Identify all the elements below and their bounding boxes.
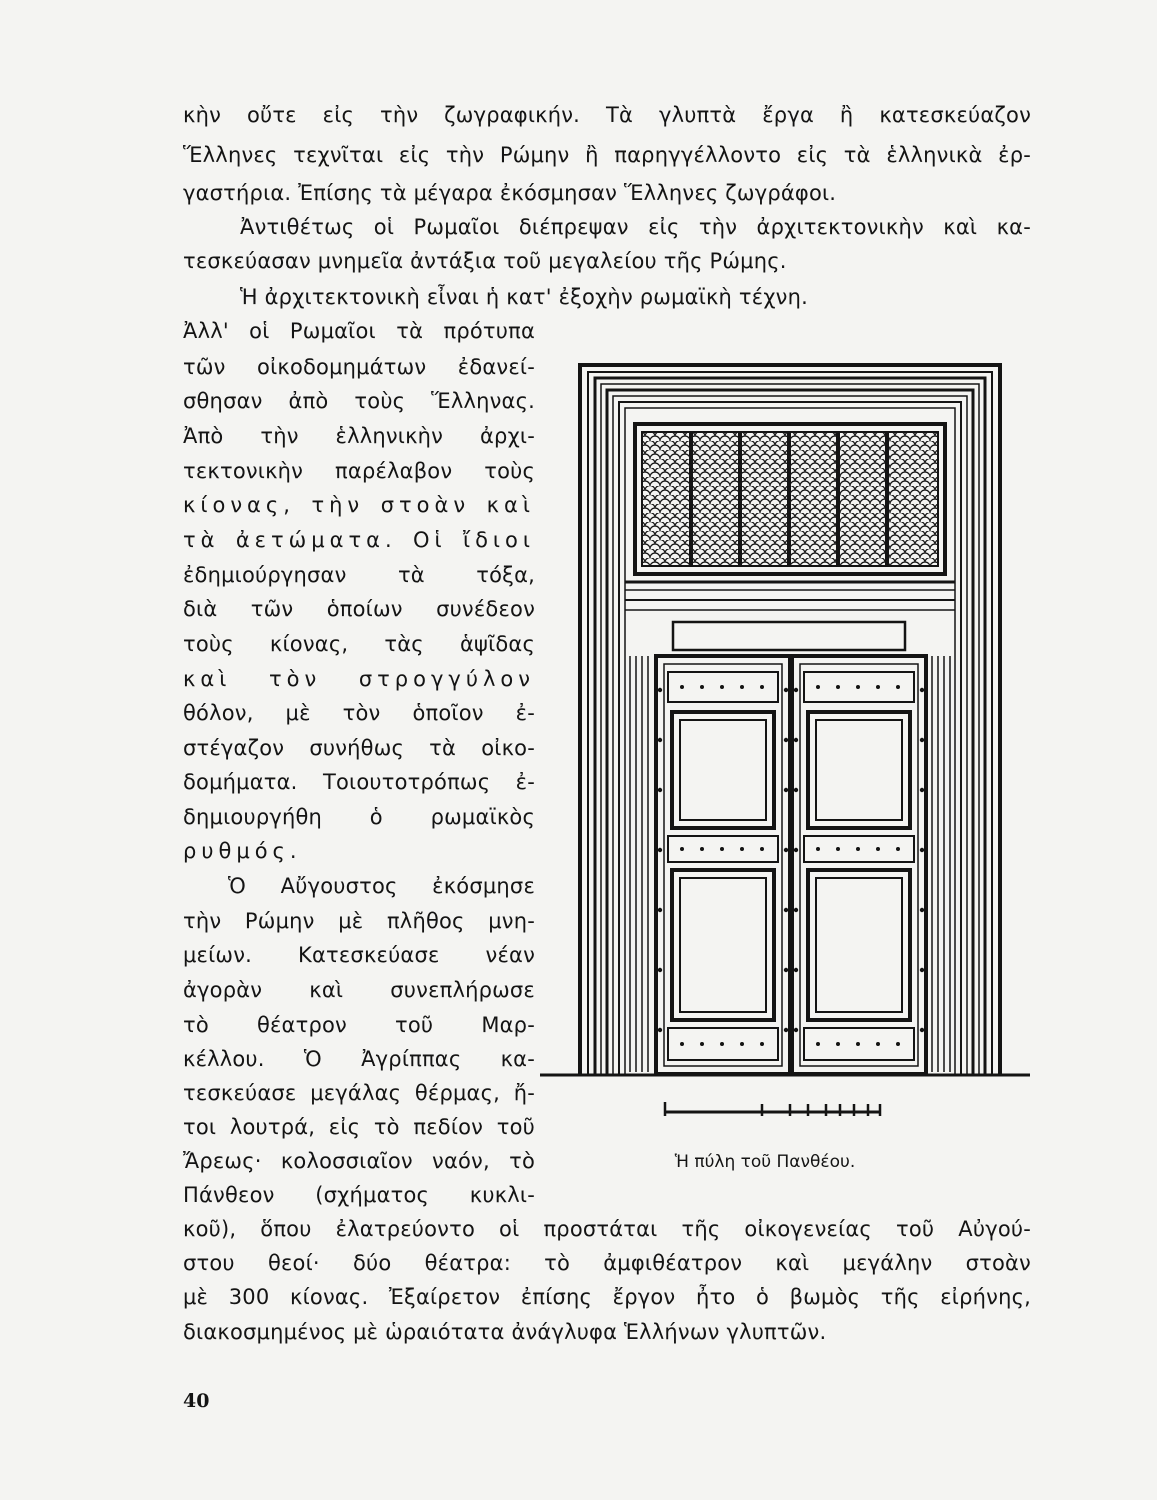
figure-caption: Ἡ πύλη τοῦ Πανθέου. [674,1152,856,1172]
text-line: ἐδημιούργησαν τὰ τόξα, [183,563,535,587]
text-line: Ἕλληνες τεχνῖται εἰς τὴν Ρώμην ἢ παρηγγέλλοντο εἰς τὰ ἑλληνικὰ ἐρ- [183,143,1031,167]
text-line: Ἡ ἀρχιτεκτονικὴ εἶναι ἡ κατ' ἐξοχὴν ρωμαϊκὴ τέχνη. [240,285,808,309]
text-line: τοὺς κίονας, τὰς ἁψῖδας [183,632,535,656]
text-line: κίονας, τὴν στοὰν καὶ [183,493,535,517]
text-line: κοῦ), ὅπου ἐλατρεύοντο οἱ προστάται τῆς οἰκογενείας τοῦ Αὐγού- [183,1217,1031,1241]
text-line: τὸ θέατρον τοῦ Μαρ- [183,1013,535,1037]
text-line: στου θεοί· δύο θέατρα: τὸ ἀμφιθέατρον καὶ μεγάλην στοὰν [183,1251,1031,1275]
text-line: μείων. Κατεσκεύασε νέαν [183,943,535,967]
text-line: τοι λουτρά, εἰς τὸ πεδίον τοῦ [183,1115,535,1139]
text-line: σθησαν ἀπὸ τοὺς Ἕλληνας. [183,389,535,413]
text-line: τὴν Ρώμην μὲ πλῆθος μνη- [183,909,535,933]
text-line: θόλον, μὲ τὸν ὁποῖον ἐ- [183,701,535,725]
text-line: τεσκεύασε μεγάλας θέρμας, ἤ- [183,1081,535,1105]
text-line: τεσκεύασαν μνημεῖα ἀντάξια τοῦ μεγαλείου τῆς Ρώμης. [183,249,787,273]
text-line: στέγαζον συνήθως τὰ οἰκο- [183,736,535,760]
text-line: Ὁ Αὔγουστος ἐκόσμησε [228,874,535,898]
text-line: μὲ 300 κίονας. Ἐξαίρετον ἐπίσης ἔργον ἦτο ὁ βωμὸς τῆς εἰρήνης, [183,1285,1031,1309]
text-line: διὰ τῶν ὁποίων συνέδεον [183,597,535,621]
text-line: τῶν οἰκοδομημάτων ἐδανεί- [183,355,535,379]
text-line: τεκτονικὴν παρέλαβον τοὺς [183,459,535,483]
text-line: Ἀπὸ τὴν ἑλληνικὴν ἀρχι- [183,424,535,448]
text-line: διακοσμημένος μὲ ὡραιότατα ἀνάγλυφα Ἑλλήνων γλυπτῶν. [183,1320,827,1344]
text-line: Πάνθεον (σχήματος κυκλι- [183,1183,535,1207]
text-line: Ἀντιθέτως οἱ Ρωμαῖοι διέπρεψαν εἰς τὴν ἀρχιτεκτονικὴν καὶ κα- [240,215,1031,239]
text-line: Ἀλλ' οἱ Ρωμαῖοι τὰ πρότυπα [183,319,535,343]
text-line: τὰ ἀετώματα. Οἱ ἴδιοι [183,528,535,552]
text-line: καὶ τὸν στρογγύλον [183,667,535,691]
page-number: 40 [183,1390,210,1412]
text-line: δομήματα. Τοιουτοτρόπως ἐ- [183,770,535,794]
text-line: ἀγορὰν καὶ συνεπλήρωσε [183,978,535,1002]
text-line: δημιουργήθη ὁ ρωμαϊκὸς [183,805,535,829]
text-line: κὴν οὔτε εἰς τὴν ζωγραφικήν. Τὰ γλυπτὰ ἔργα ἢ κατεσκεύαζον [183,103,1031,127]
text-line: ρυθμός. [183,839,302,863]
text-line: γαστήρια. Ἐπίσης τὰ μέγαρα ἐκόσμησαν Ἕλληνες ζωγράφοι. [183,181,837,205]
text-line: κέλλου. Ὁ Ἀγρίππας κα- [183,1047,535,1071]
pantheon-door-figure [540,360,1030,1130]
text-line: Ἄρεως· κολοσσιαῖον ναόν, τὸ [183,1149,535,1173]
